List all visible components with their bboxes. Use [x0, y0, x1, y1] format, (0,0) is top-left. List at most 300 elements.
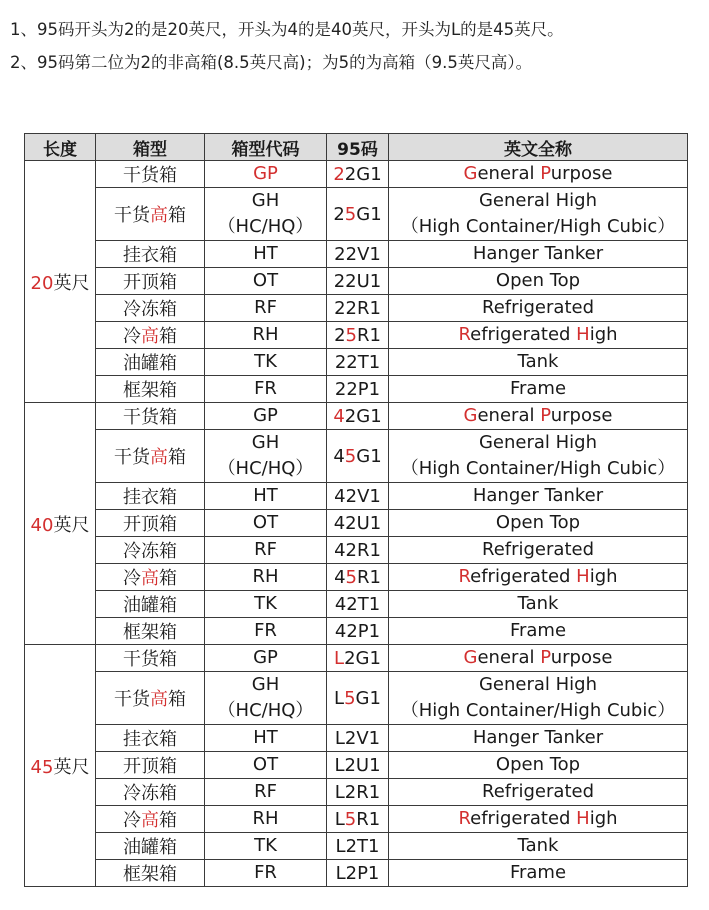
english-name-part: efrigerated — [470, 324, 577, 345]
code-95-part: 2 — [345, 512, 357, 534]
box-type-text: 冷 — [123, 810, 141, 831]
english-name-subline: （High Container/High Cubic） — [400, 700, 676, 721]
english-name-part: H — [576, 566, 590, 587]
box-code-text: HT — [253, 243, 278, 264]
header-box-type: 箱型 — [96, 134, 205, 161]
box-type-cell — [96, 779, 205, 806]
box-type-cell — [96, 806, 205, 833]
box-code-text: RF — [254, 297, 277, 318]
english-name-part: efrigerated — [470, 566, 577, 587]
code-95-part: 4 — [333, 405, 345, 427]
english-name-part: igh — [589, 566, 618, 587]
code-95-part: 2 — [345, 243, 358, 265]
length-unit: 英尺 — [53, 272, 90, 294]
code-95-part: P1 — [357, 862, 380, 884]
table-row — [25, 241, 688, 268]
box-type-text: 高 — [141, 326, 159, 347]
box-type-text: 油罐箱 — [123, 353, 177, 374]
box-code-cell — [205, 376, 327, 403]
english-name-cell — [389, 403, 688, 430]
english-name-cell — [389, 860, 688, 887]
box-type-text: 干货箱 — [123, 649, 177, 670]
box-code-cell — [205, 860, 327, 887]
box-code-text: RF — [254, 539, 277, 560]
box-type-text: 箱 — [159, 810, 177, 831]
code-95-part: R1 — [356, 297, 381, 319]
box-type-cell — [96, 188, 205, 241]
box-code-cell — [205, 510, 327, 537]
box-code-cell — [205, 188, 327, 241]
code-95-part: 2 — [344, 163, 357, 185]
code-95-cell — [327, 537, 389, 564]
box-code-cell — [205, 725, 327, 752]
english-name-part: G — [463, 405, 478, 426]
code-95-part: R1 — [356, 808, 381, 830]
english-name-part: H — [576, 324, 590, 345]
box-code-cell — [205, 752, 327, 779]
box-code-cell — [205, 483, 327, 510]
box-code-text: GP — [253, 405, 278, 426]
code-95-part: V1 — [357, 243, 381, 265]
code-95-part: G1 — [356, 405, 382, 427]
note-line-2: 2、95码第二位为2的非高箱(8.5英尺高)；为5的为高箱（9.5英尺高）。 — [10, 53, 533, 72]
english-name-part: igh — [589, 808, 618, 829]
english-name-part: Open Top — [495, 754, 581, 775]
english-name-part: Tank — [517, 351, 559, 372]
code-95-part: 2 — [346, 620, 358, 642]
english-name-line — [389, 564, 687, 590]
box-code-text: RH — [252, 808, 279, 829]
code-95-cell — [327, 510, 389, 537]
code-95-part: 2 — [346, 378, 358, 400]
english-name-part: Open Top — [495, 512, 581, 533]
code-95-cell — [327, 322, 389, 349]
box-type-text: 框架箱 — [123, 380, 177, 401]
english-name-line — [389, 430, 687, 456]
box-code-cell — [205, 322, 327, 349]
english-name-part: Frame — [509, 378, 567, 399]
box-type-text: 挂衣箱 — [123, 245, 177, 266]
code-95-part: R1 — [356, 324, 381, 346]
code-95-cell — [327, 806, 389, 833]
code-95-cell — [327, 860, 389, 887]
english-name-subline: （High Container/High Cubic） — [400, 216, 676, 237]
box-code-cell — [205, 672, 327, 725]
box-type-cell — [96, 537, 205, 564]
table-row — [25, 806, 688, 833]
code-95-part: R1 — [356, 566, 381, 588]
box-code-cell — [205, 833, 327, 860]
table-row — [25, 376, 688, 403]
english-name-line — [389, 161, 687, 187]
code-95-part: 4 — [334, 566, 346, 588]
english-name-cell — [389, 188, 688, 241]
english-name-line — [389, 833, 687, 859]
code-95-part: T1 — [357, 835, 380, 857]
english-name-part: Refrigerated — [482, 297, 594, 318]
english-name-line — [389, 483, 687, 509]
english-name-part: Frame — [509, 620, 567, 641]
code-95-part: 2 — [345, 297, 357, 319]
box-type-text: 干货 — [114, 689, 150, 710]
code-95-part: P1 — [357, 378, 381, 400]
english-name-line — [389, 672, 687, 698]
code-95-part: 2 — [345, 485, 358, 507]
box-code-text: OT — [252, 754, 279, 775]
code-95-part: U1 — [356, 270, 382, 292]
code-95-part: 2 — [334, 351, 347, 373]
box-type-text: 开顶箱 — [123, 514, 177, 535]
length-number: 45 — [30, 756, 54, 778]
box-type-text: 开顶箱 — [123, 272, 177, 293]
code-95-part: 4 — [333, 512, 346, 534]
table-body — [25, 161, 688, 887]
box-type-text: 箱 — [159, 326, 177, 347]
code-95-part: V1 — [356, 727, 381, 749]
english-name-line — [389, 376, 687, 402]
english-name-line — [389, 349, 687, 375]
english-name-line — [389, 403, 687, 429]
box-code-cell — [205, 268, 327, 295]
english-name-part: Hanger Tanker — [472, 243, 604, 264]
table-row — [25, 510, 688, 537]
english-name-subline: （High Container/High Cubic） — [400, 458, 676, 479]
code-95-cell — [327, 376, 389, 403]
box-code-cell — [205, 806, 327, 833]
code-95-cell — [327, 430, 389, 483]
english-name-cell — [389, 510, 688, 537]
table-row — [25, 672, 688, 725]
english-name-part: General High — [478, 190, 598, 211]
english-name-cell — [389, 806, 688, 833]
code-95-part: 2 — [345, 835, 358, 857]
code-95-part: L — [335, 835, 346, 857]
english-name-part: Hanger Tanker — [472, 485, 604, 506]
english-name-line — [389, 618, 687, 644]
code-95-part: P1 — [357, 620, 381, 642]
english-name-part: P — [540, 163, 551, 184]
box-code-cell — [205, 349, 327, 376]
english-name-part: Refrigerated — [482, 539, 594, 560]
english-name-part: P — [540, 405, 551, 426]
box-type-cell — [96, 241, 205, 268]
english-name-cell — [389, 349, 688, 376]
code-95-cell — [327, 564, 389, 591]
box-type-cell — [96, 591, 205, 618]
box-type-text: 高 — [141, 810, 159, 831]
box-type-cell — [96, 510, 205, 537]
box-code-text: FR — [254, 378, 277, 399]
code-95-cell — [327, 672, 389, 725]
code-95-part: 4 — [334, 620, 347, 642]
box-type-text: 冷冻箱 — [123, 541, 177, 562]
english-name-part: G — [463, 647, 478, 668]
english-name-cell — [389, 295, 688, 322]
box-type-text: 箱 — [168, 689, 186, 710]
table-row — [25, 430, 688, 483]
table-row — [25, 403, 688, 430]
box-type-cell — [96, 672, 205, 725]
english-name-part: P — [540, 647, 551, 668]
box-type-text: 油罐箱 — [123, 595, 177, 616]
code-95-part: G1 — [356, 203, 382, 225]
code-95-part: 4 — [334, 485, 346, 507]
english-name-part: R — [458, 324, 471, 345]
box-type-text: 冷冻箱 — [123, 299, 177, 320]
box-code-cell — [205, 403, 327, 430]
box-type-text: 箱 — [168, 447, 186, 468]
english-name-cell — [389, 241, 688, 268]
code-95-part: L — [335, 862, 346, 884]
box-type-cell — [96, 322, 205, 349]
code-95-cell — [327, 645, 389, 672]
box-type-cell — [96, 618, 205, 645]
code-95-part: V1 — [357, 485, 381, 507]
code-95-part: 4 — [334, 593, 347, 615]
code-95-cell — [327, 591, 389, 618]
english-name-cell — [389, 564, 688, 591]
box-type-text: 油罐箱 — [123, 837, 177, 858]
box-code-text: GH — [251, 674, 280, 695]
box-code-subtext: （HC/HQ） — [217, 458, 314, 479]
box-code-text: TK — [254, 835, 277, 856]
english-name-cell — [389, 591, 688, 618]
english-name-part: eneral — [477, 405, 541, 426]
code-95-part: T1 — [357, 593, 381, 615]
english-name-part: urpose — [550, 405, 613, 426]
box-code-cell — [205, 591, 327, 618]
english-name-line — [389, 806, 687, 832]
code-95-cell — [327, 161, 389, 188]
code-95-part: 2 — [333, 203, 345, 225]
box-type-text: 高 — [150, 205, 168, 226]
box-type-text: 冷 — [123, 568, 141, 589]
english-name-part: igh — [589, 324, 618, 345]
table-row — [25, 188, 688, 241]
length-cell — [25, 645, 96, 887]
box-type-text: 干货箱 — [123, 407, 177, 428]
code-95-cell — [327, 268, 389, 295]
table-row — [25, 645, 688, 672]
box-type-text: 挂衣箱 — [123, 487, 177, 508]
code-95-part: L — [334, 754, 345, 776]
box-type-cell — [96, 752, 205, 779]
header-length: 长度 — [25, 134, 96, 161]
code-95-part: 2 — [344, 781, 357, 803]
length-unit: 英尺 — [53, 756, 90, 778]
table-row — [25, 564, 688, 591]
english-name-line — [389, 779, 687, 805]
box-type-cell — [96, 161, 205, 188]
code-95-part: 2 — [334, 324, 346, 346]
english-name-cell — [389, 483, 688, 510]
table-row — [25, 618, 688, 645]
box-type-cell — [96, 860, 205, 887]
english-name-cell — [389, 672, 688, 725]
box-type-text: 箱 — [159, 568, 177, 589]
code-95-part: 2 — [334, 297, 346, 319]
code-95-part: 2 — [344, 754, 356, 776]
table-row — [25, 161, 688, 188]
box-type-text: 冷冻箱 — [123, 783, 177, 804]
english-name-part: efrigerated — [470, 808, 577, 829]
code-95-part: L — [334, 781, 345, 803]
box-type-cell — [96, 483, 205, 510]
box-code-text: RH — [252, 566, 279, 587]
code-95-part: L — [334, 808, 345, 830]
box-code-cell — [205, 430, 327, 483]
table-row — [25, 537, 688, 564]
code-95-cell — [327, 483, 389, 510]
code-95-cell — [327, 241, 389, 268]
code-95-part: 2 — [333, 270, 346, 292]
box-code-subtext: （HC/HQ） — [217, 700, 314, 721]
box-code-cell — [205, 645, 327, 672]
english-name-part: Tank — [517, 835, 559, 856]
english-name-cell — [389, 376, 688, 403]
box-type-text: 干货 — [114, 205, 150, 226]
english-name-cell — [389, 268, 688, 295]
box-code-cell — [205, 537, 327, 564]
box-code-text: OT — [252, 270, 279, 291]
box-type-text: 干货箱 — [123, 165, 177, 186]
box-type-text: 冷 — [123, 326, 141, 347]
length-number: 20 — [30, 272, 54, 294]
box-code-subtext: （HC/HQ） — [217, 216, 314, 237]
english-name-part: R — [458, 566, 471, 587]
box-type-cell — [96, 403, 205, 430]
code-95-part: 2 — [345, 862, 358, 884]
english-name-part: Refrigerated — [482, 781, 594, 802]
box-type-text: 箱 — [168, 205, 186, 226]
code-95-part: 2 — [333, 163, 345, 185]
header-95-code: 95码 — [327, 134, 389, 161]
code-95-cell — [327, 618, 389, 645]
english-name-line — [389, 295, 687, 321]
code-95-cell — [327, 752, 389, 779]
english-name-line — [389, 591, 687, 617]
english-name-part: R — [458, 808, 471, 829]
box-code-cell — [205, 295, 327, 322]
code-95-part: T1 — [357, 351, 381, 373]
box-type-text: 高 — [150, 689, 168, 710]
table-row — [25, 349, 688, 376]
code-95-part: 2 — [345, 270, 357, 292]
box-type-text: 框架箱 — [123, 864, 177, 885]
code-95-part: G1 — [355, 647, 381, 669]
code-95-part: G1 — [356, 163, 382, 185]
code-95-part: 5 — [344, 445, 357, 467]
code-95-part: G1 — [355, 687, 381, 709]
box-type-text: 框架箱 — [123, 622, 177, 643]
english-name-line — [389, 268, 687, 294]
english-name-part: Open Top — [495, 270, 581, 291]
box-type-cell — [96, 268, 205, 295]
length-unit: 英尺 — [53, 514, 90, 536]
english-name-cell — [389, 161, 688, 188]
english-name-part: urpose — [550, 163, 613, 184]
box-type-cell — [96, 725, 205, 752]
box-code-text: HT — [253, 727, 278, 748]
code-95-cell — [327, 188, 389, 241]
code-95-part: 2 — [344, 405, 357, 427]
code-95-part: L — [334, 727, 345, 749]
code-95-part: G1 — [356, 445, 382, 467]
code-95-part: 5 — [345, 324, 357, 346]
code-95-part: 2 — [346, 351, 358, 373]
box-type-cell — [96, 349, 205, 376]
box-code-text: FR — [254, 862, 277, 883]
english-name-line — [389, 752, 687, 778]
box-code-text: TK — [254, 351, 277, 372]
box-code-text: GH — [251, 432, 280, 453]
code-95-cell — [327, 295, 389, 322]
box-type-cell — [96, 833, 205, 860]
english-name-line — [389, 860, 687, 886]
code-95-part: R1 — [356, 781, 381, 803]
table-row — [25, 725, 688, 752]
box-type-cell — [96, 295, 205, 322]
box-type-text: 干货 — [114, 447, 150, 468]
note-line-1: 1、95码开头为2的是20英尺，开头为4的是40英尺，开头为L的是45英尺。 — [10, 20, 564, 39]
box-code-text: RH — [252, 324, 279, 345]
container-code-table-wrap — [24, 133, 687, 887]
english-name-part: eneral — [477, 163, 541, 184]
code-95-part: 4 — [333, 445, 345, 467]
box-type-text: 高 — [141, 568, 159, 589]
english-name-part: Tank — [517, 593, 559, 614]
box-code-text: FR — [254, 620, 277, 641]
english-name-part: Frame — [509, 862, 567, 883]
table-row — [25, 268, 688, 295]
english-name-line — [389, 510, 687, 536]
box-code-text: GP — [253, 647, 278, 668]
code-95-cell — [327, 349, 389, 376]
code-95-part: 5 — [344, 203, 357, 225]
box-code-text: TK — [254, 593, 277, 614]
box-code-cell — [205, 779, 327, 806]
english-name-part: General High — [478, 432, 598, 453]
header-box-code: 箱型代码 — [205, 134, 327, 161]
table-row — [25, 591, 688, 618]
code-95-part: U1 — [355, 754, 381, 776]
english-name-cell — [389, 537, 688, 564]
english-name-cell — [389, 322, 688, 349]
table-row — [25, 322, 688, 349]
table-header-row — [25, 134, 688, 161]
table-row — [25, 779, 688, 806]
box-type-cell — [96, 564, 205, 591]
english-name-line — [389, 241, 687, 267]
box-type-cell — [96, 430, 205, 483]
english-name-cell — [389, 752, 688, 779]
code-95-cell — [327, 779, 389, 806]
code-95-part: 5 — [344, 687, 356, 709]
english-name-line — [389, 645, 687, 671]
box-code-text: OT — [252, 512, 279, 533]
box-type-text: 高 — [150, 447, 168, 468]
english-name-line — [389, 188, 687, 214]
code-95-part: U1 — [356, 512, 382, 534]
box-code-text: HT — [253, 485, 278, 506]
table-row — [25, 483, 688, 510]
english-name-line — [389, 725, 687, 751]
english-name-cell — [389, 833, 688, 860]
length-cell — [25, 403, 96, 645]
table-row — [25, 295, 688, 322]
english-name-cell — [389, 618, 688, 645]
table-row — [25, 860, 688, 887]
